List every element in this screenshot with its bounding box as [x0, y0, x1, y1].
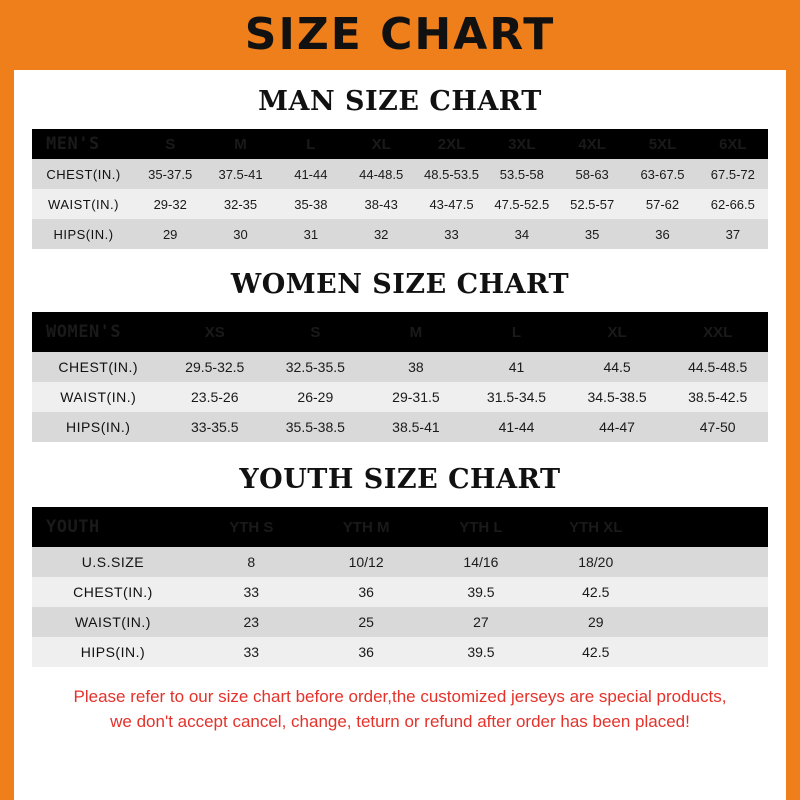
man-section-title: MAN SIZE CHART [258, 86, 542, 117]
man-header-cell-5: 2XL [416, 129, 486, 159]
man-row0-col1: 37.5-41 [205, 159, 275, 189]
table-row [32, 637, 768, 667]
man-header-cell-1: S [135, 129, 205, 159]
women-row1-col2: 29-31.5 [366, 382, 467, 412]
youth-row2-col2: 27 [424, 607, 539, 637]
youth-row1-col3: 42.5 [538, 577, 653, 607]
youth-row0-col1: 10/12 [309, 547, 424, 577]
youth-row1-label: CHEST(IN.) [32, 577, 194, 607]
man-header-cell-9: 6XL [698, 129, 768, 159]
youth-size-table [32, 507, 768, 667]
man-table-body [32, 159, 768, 249]
table-header-row [32, 312, 768, 352]
women-row1-col1: 26-29 [265, 382, 366, 412]
women-row1-col0: 23.5-26 [164, 382, 265, 412]
youth-row3-col1: 36 [309, 637, 424, 667]
youth-row3-spacer [653, 637, 768, 667]
table-row [32, 547, 768, 577]
man-row2-col2: 31 [276, 219, 346, 249]
man-row2-col8: 37 [698, 219, 768, 249]
man-row0-col5: 53.5-58 [487, 159, 557, 189]
man-row1-col4: 43-47.5 [416, 189, 486, 219]
banner [0, 0, 800, 70]
women-section-title: WOMEN SIZE CHART [230, 269, 570, 300]
man-header-cell-6: 3XL [487, 129, 557, 159]
women-header-cell-0: WOMEN'S [32, 312, 164, 352]
man-header-cell-7: 4XL [557, 129, 627, 159]
women-row0-col1: 32.5-35.5 [265, 352, 366, 382]
youth-header-cell-3: YTH L [424, 507, 539, 547]
man-header-cell-4: XL [346, 129, 416, 159]
table-header-row [32, 507, 768, 547]
women-row2-col0: 33-35.5 [164, 412, 265, 442]
women-row2-col3: 41-44 [466, 412, 567, 442]
women-header-cell-2: S [265, 312, 366, 352]
man-row2-label: HIPS(IN.) [32, 219, 135, 249]
women-row0-col4: 44.5 [567, 352, 668, 382]
content [14, 86, 786, 734]
youth-row2-col3: 29 [538, 607, 653, 637]
man-row0-col4: 48.5-53.5 [416, 159, 486, 189]
women-row1-label: WAIST(IN.) [32, 382, 164, 412]
women-header-cell-1: XS [164, 312, 265, 352]
youth-row1-col2: 39.5 [424, 577, 539, 607]
youth-row2-label: WAIST(IN.) [32, 607, 194, 637]
notice-line-2: we don't accept cancel, change, teturn or refund after order has been placed! [110, 711, 690, 731]
youth-row2-col0: 23 [194, 607, 309, 637]
youth-header-cell-4: YTH XL [538, 507, 653, 547]
man-table-head [32, 129, 768, 159]
man-row2-col6: 35 [557, 219, 627, 249]
youth-row3-col0: 33 [194, 637, 309, 667]
table-row [32, 159, 768, 189]
women-header-cell-3: M [366, 312, 467, 352]
man-row0-label: CHEST(IN.) [32, 159, 135, 189]
man-header-cell-2: M [205, 129, 275, 159]
man-row1-col3: 38-43 [346, 189, 416, 219]
women-row0-col2: 38 [366, 352, 467, 382]
youth-row2-col1: 25 [309, 607, 424, 637]
women-row0-label: CHEST(IN.) [32, 352, 164, 382]
man-header-cell-0: MEN'S [32, 129, 135, 159]
man-row1-col5: 47.5-52.5 [487, 189, 557, 219]
women-row1-col5: 38.5-42.5 [667, 382, 768, 412]
youth-row3-col3: 42.5 [538, 637, 653, 667]
youth-header-cell-2: YTH M [309, 507, 424, 547]
women-row0-col3: 41 [466, 352, 567, 382]
women-row2-col4: 44-47 [567, 412, 668, 442]
youth-row2-spacer [653, 607, 768, 637]
youth-header-cell-0: YOUTH [32, 507, 194, 547]
youth-row0-col3: 18/20 [538, 547, 653, 577]
man-row0-col3: 44-48.5 [346, 159, 416, 189]
man-row1-col7: 57-62 [627, 189, 697, 219]
table-row [32, 412, 768, 442]
youth-table-head [32, 507, 768, 547]
man-row2-col4: 33 [416, 219, 486, 249]
man-row1-label: WAIST(IN.) [32, 189, 135, 219]
youth-row3-label: HIPS(IN.) [32, 637, 194, 667]
table-row [32, 189, 768, 219]
man-header-cell-3: L [276, 129, 346, 159]
women-size-table [32, 312, 768, 442]
man-row1-col8: 62-66.5 [698, 189, 768, 219]
youth-section-title: YOUTH SIZE CHART [239, 464, 561, 495]
table-header-row [32, 129, 768, 159]
man-row2-col7: 36 [627, 219, 697, 249]
youth-row0-label: U.S.SIZE [32, 547, 194, 577]
youth-row0-col2: 14/16 [424, 547, 539, 577]
man-row2-col3: 32 [346, 219, 416, 249]
youth-row1-col0: 33 [194, 577, 309, 607]
man-header-cell-8: 5XL [627, 129, 697, 159]
youth-header-cell-5 [653, 507, 768, 547]
table-row [32, 382, 768, 412]
man-row2-col5: 34 [487, 219, 557, 249]
youth-row1-col1: 36 [309, 577, 424, 607]
women-row0-col5: 44.5-48.5 [667, 352, 768, 382]
man-row2-col1: 30 [205, 219, 275, 249]
women-row2-label: HIPS(IN.) [32, 412, 164, 442]
man-row0-col8: 67.5-72 [698, 159, 768, 189]
youth-row0-spacer [653, 547, 768, 577]
table-row [32, 577, 768, 607]
table-row [32, 219, 768, 249]
women-row1-col4: 34.5-38.5 [567, 382, 668, 412]
women-row1-col3: 31.5-34.5 [466, 382, 567, 412]
women-header-cell-5: XL [567, 312, 668, 352]
man-row1-col1: 32-35 [205, 189, 275, 219]
youth-table-body [32, 547, 768, 667]
women-row0-col0: 29.5-32.5 [164, 352, 265, 382]
table-row [32, 352, 768, 382]
man-row1-col6: 52.5-57 [557, 189, 627, 219]
women-row2-col5: 47-50 [667, 412, 768, 442]
man-row0-col0: 35-37.5 [135, 159, 205, 189]
youth-row1-spacer [653, 577, 768, 607]
women-table-head [32, 312, 768, 352]
notice-line-1: Please refer to our size chart before order,the customized jerseys are special products, [73, 687, 727, 706]
man-row0-col6: 58-63 [557, 159, 627, 189]
banner-title: SIZE CHART [244, 9, 556, 60]
women-header-cell-4: L [466, 312, 567, 352]
women-row2-col1: 35.5-38.5 [265, 412, 366, 442]
man-row1-col2: 35-38 [276, 189, 346, 219]
women-header-cell-6: XXL [667, 312, 768, 352]
youth-row0-col0: 8 [194, 547, 309, 577]
youth-row3-col2: 39.5 [424, 637, 539, 667]
man-size-table [32, 129, 768, 249]
youth-header-cell-1: YTH S [194, 507, 309, 547]
notice [32, 685, 768, 734]
man-row2-col0: 29 [135, 219, 205, 249]
women-table-body [32, 352, 768, 442]
man-row1-col0: 29-32 [135, 189, 205, 219]
women-row2-col2: 38.5-41 [366, 412, 467, 442]
man-row0-col2: 41-44 [276, 159, 346, 189]
man-row0-col7: 63-67.5 [627, 159, 697, 189]
table-row [32, 607, 768, 637]
